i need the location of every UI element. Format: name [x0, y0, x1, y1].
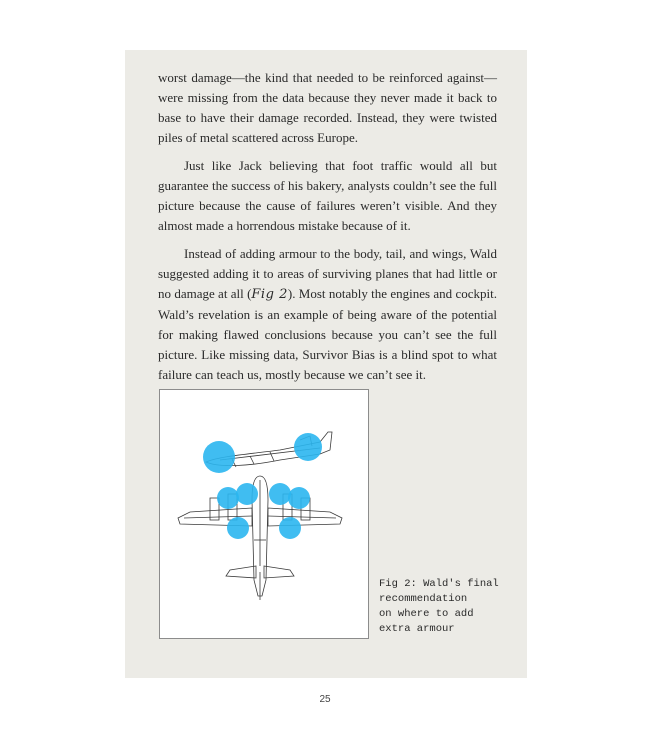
book-page	[125, 50, 527, 678]
armour-spot-engine-1	[217, 487, 239, 509]
paragraph-3-start: Instead of adding armour to the body, tail, and wings, Wald suggested adding it to areas of surviving planes that had little or no damage at all (	[158, 246, 497, 301]
figure-reference: Fig 2	[251, 287, 288, 302]
armour-spot-side-tail	[294, 433, 322, 461]
page-number: 25	[319, 694, 331, 705]
paragraph-2: Just like Jack believing that foot traffic would all but guarantee the success of his bakery, analysts couldn’t see the full picture because the cause of failures weren’t visible. And they almost made a horrendous mistake because of it.	[158, 158, 497, 233]
plane-blueprint	[160, 390, 368, 638]
armour-spot-engine-3	[269, 483, 291, 505]
figure-plane-diagram	[159, 389, 369, 639]
armour-spot-side-cockpit	[203, 441, 235, 473]
paragraph-3	[158, 244, 497, 385]
plane-top-view	[178, 476, 342, 600]
armour-spot-engine-4	[288, 487, 310, 509]
figure-caption: Fig 2: Wald's final recommendation on where to add extra armour	[379, 578, 499, 635]
armour-spot-right-inner	[279, 517, 301, 539]
paragraph-3-end: ). Most notably the engines and cockpit. Wald’s revelation is an example of being aware of the potential for making flawed conclusions because you can’t see the full picture. Like missing data, Survivor Bias is a blind spot to what failure can teach us, mostly because we can’t see it.	[158, 286, 497, 382]
armour-spot-left-inner	[227, 517, 249, 539]
body-text	[158, 68, 497, 393]
paragraph-1: worst damage—the kind that needed to be reinforced against—were missing from the data because they never made it back to base to have their damage recorded. Instead, they were twisted piles of metal scattered across Europe.	[158, 70, 497, 145]
armour-spot-engine-2	[236, 483, 258, 505]
